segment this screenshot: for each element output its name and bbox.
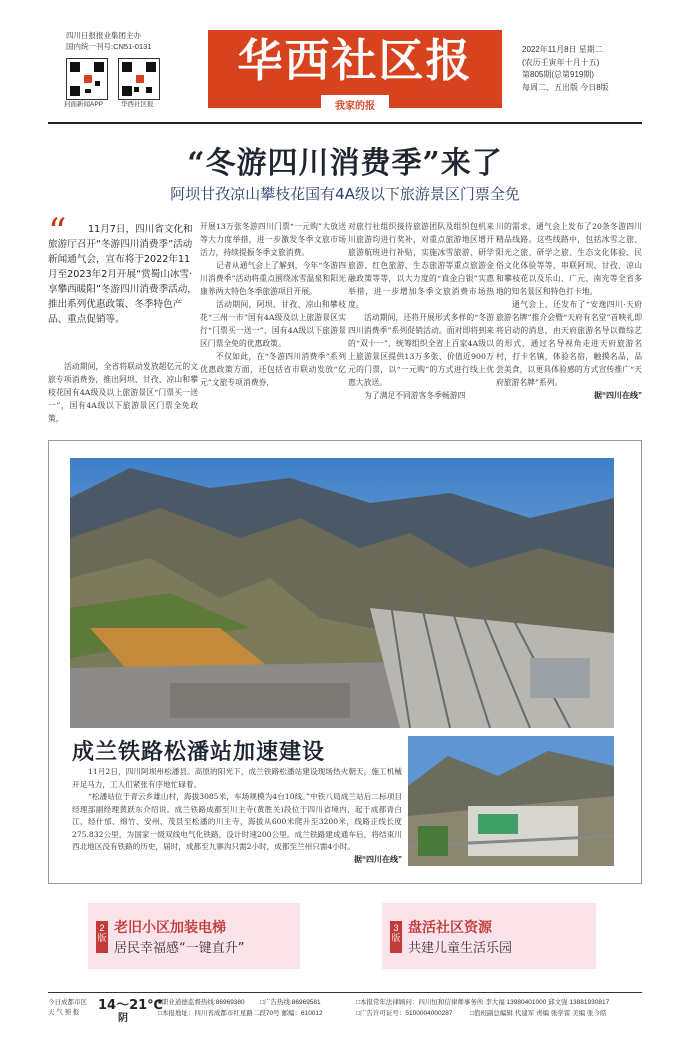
teaser-page-2[interactable] (88, 903, 300, 969)
office-address: □本报地址：四川省成都市红星路二段70号 邮编：610012 (158, 1010, 323, 1017)
article-subheadline: 阿坝甘孜凉山攀枝花国有4A级以下旅游景区门票全免 (170, 185, 520, 203)
teaser-subtitle: 居民幸福感“一键直升” (114, 941, 245, 956)
issue-number: 第805期(总第919期) (522, 70, 595, 79)
article-headline: “冬游四川消费季”来了 (187, 146, 503, 181)
page-badge: 3版 (390, 921, 402, 953)
quote-mark: “ (48, 212, 67, 253)
masthead-divider (48, 122, 642, 124)
paragraph: 通气会上，还发布了“安逸四川·天府旅游名牌”推介会暨“天府有名堂”首映礼即将启动的消息，由天府旅游名导以微综艺的形式，通过名导视角走进天府旅游名村，打卡名镇，体验名宿，触摸名品，品尝美食，以更具体验感的方式宣传推广“天府旅游名牌”系列。 (496, 300, 642, 387)
slogan-text: 我家的报 (321, 95, 389, 114)
paragraph: 记者从通气会上了解到，今年“冬游四川消费季”活动将重点围绕冰雪温泉和阳光康养两大特色冬季旅游项目开展。 (200, 261, 346, 296)
lunar-date: (农历壬寅年十月十五) (522, 57, 600, 67)
slogan-badge (208, 94, 502, 114)
newspaper-title: 华西社区报 (237, 34, 473, 87)
feature-body (72, 766, 402, 866)
teaser-title: 盘活社区资源 (408, 920, 492, 936)
paragraph: 为了满足不同游客冬季畅游四 (364, 391, 466, 400)
masthead-banner (208, 30, 502, 112)
article-column-3 (348, 220, 494, 402)
app-qr-code[interactable] (66, 58, 108, 100)
article-lead: 11月7日，四川省文化和旅游厅召开“冬游四川消费季”活动新闻通气会，宣布将于2022年11月至2023年2月开展“赏蜀山冰雪·享攀西暖阳”冬游四川消费季活动，推出系列优惠政策、冬季特色产品、重点促销等。 (48, 224, 197, 325)
article-column-2 (200, 220, 346, 389)
page-badge: 2版 (96, 921, 108, 953)
legal-counsel: □本报常年法律顾问：四川恒和信律师事务所 李大福 13980401000 邱文强 13881930817 (356, 999, 610, 1006)
app-qr-label: 封面新闻APP (64, 101, 104, 108)
footer-divider (48, 992, 642, 993)
mountain-valley-image (70, 458, 614, 728)
paragraph: 开展13万张冬游四川门票“一元购”大放送等大力度举措，进一步激发冬季文旅市场活力，持续提振冬季文旅消费。 (200, 222, 346, 257)
paragraph: 活动期间，阿坝、甘孜、凉山和攀枝花“三州一市”国有4A级及以上旅游景区实行“门票买一送一”、国有4A级以下旅游景区门票全免的优惠政策。 (200, 300, 346, 348)
paragraph: 11月2日，四川阿坝州松潘县。高原的阳光下，成兰铁路松潘站建设现场热火朝天，施工机械开足马力，工人们紧张有序地忙碌着。 (72, 767, 402, 789)
hotline: ■职业道德监督热线:86969380 (158, 999, 245, 1006)
weather-label (48, 998, 87, 1018)
publisher-text: 四川日报报业集团主办 (66, 31, 141, 40)
article-column-1 (48, 360, 198, 425)
construction-site-image (408, 736, 614, 866)
paragraph: 活动期间，还将开展形式多样的“冬游四川消费季”系列促销活动。面对即将到来的“双十一”，统筹组织全省上百家4A级以上旅游景区提供13万多张、价值近900万元的门票，以“一元购”的方式进行线上优惠大放送。 (348, 313, 494, 387)
article-column-4 (496, 220, 642, 402)
weather-label-line: 今日成都市区 (48, 999, 87, 1006)
teaser-page-3[interactable] (382, 903, 596, 969)
feature-source: 据“四川在线” (354, 854, 402, 864)
station-construction-photo (408, 736, 614, 866)
temperature: 14～21℃ (98, 998, 163, 1013)
weather-condition: 阴 (118, 1013, 128, 1024)
paragraph: 川的需求，通气会上发布了20条冬游四川精品线路。这些线路中，包括冰雪之旅、阳光之旅、研学之旅、生态文化体验、民俗文化体验等等，串联阿坝、甘孜、凉山和攀枝花以及乐山、广元、南充等全省多地的知名景区和特色打卡地。 (496, 222, 642, 296)
newspaper-qr-code[interactable] (118, 58, 160, 100)
editors: □值班副总编辑 代建军 责编 张学雷 美编 张今皓 (470, 1010, 607, 1017)
masthead-right (522, 44, 672, 94)
paragraph: 不仅如此，在“冬游四川消费季”系列优惠政策方面，还包括省市联动发放“亿元”文旅专项消费券， (200, 352, 346, 387)
paragraph: 对旅行社组织接待旅游团队及组织包机来川旅游均进行奖补，对重点旅游地区增开旅游航班进行补贴，实施冰雪旅游、研学旅游、红色旅游、生态旅游等重点旅游金融政策等等，以大力度的“真金白银”实惠举措，进一步增加冬季文旅消费市场热度。 (348, 222, 494, 309)
issue-date: 2022年11月8日 星期二 (522, 45, 603, 54)
masthead-left (66, 30, 196, 52)
teaser-subtitle: 共建儿童生活乐园 (408, 941, 513, 956)
paragraph: 活动期间，全省将联动发放超亿元的文旅专项消费券，推出阿坝、甘孜、凉山和攀枝花国有4A级及以上旅游景区“门票买一送一”，国有4A级以下旅游景区门票全免政策， (48, 362, 198, 423)
publication-frequency: 每周二、五出版 今日8版 (522, 82, 609, 92)
weather-label-line: 天 气 预 报 (48, 1009, 80, 1016)
teaser-title: 老旧小区加装电梯 (114, 920, 226, 936)
cn-number-text: 国内统一刊号:CN51-0131 (66, 42, 152, 51)
ad-hotline: □广告热线:86969581 (260, 999, 321, 1006)
paragraph: “松潘站位于青云乡雄山村，海拔3085米，车场规模为4台10线。”中铁八局成兰站后二标项目经理部副经理黄跃东介绍说。成兰铁路成都至川主寺(黄胜关)段位于四川省境内，起于成都青白江，经什邡、绵竹、安州、茂县至松潘的川主寺，海拔从600米爬升至3200米，线路正线长度275.832公里，为国家一级双线电气化铁路，设计时速200公里。成兰铁路建成通车后，将结束川西北地区没有铁路的历史，届时，成都至九寨沟只需2小时，成都至兰州只需4小时。 (72, 792, 402, 851)
article-source: 据“四川在线” (594, 391, 642, 400)
newspaper-qr-label: 华西社区报 (121, 101, 154, 108)
feature-title: 成兰铁路松潘站加速建设 (72, 740, 326, 765)
railway-station-photo (70, 458, 614, 728)
ad-permit: □广告许可证号：5100004000287 (356, 1010, 453, 1017)
